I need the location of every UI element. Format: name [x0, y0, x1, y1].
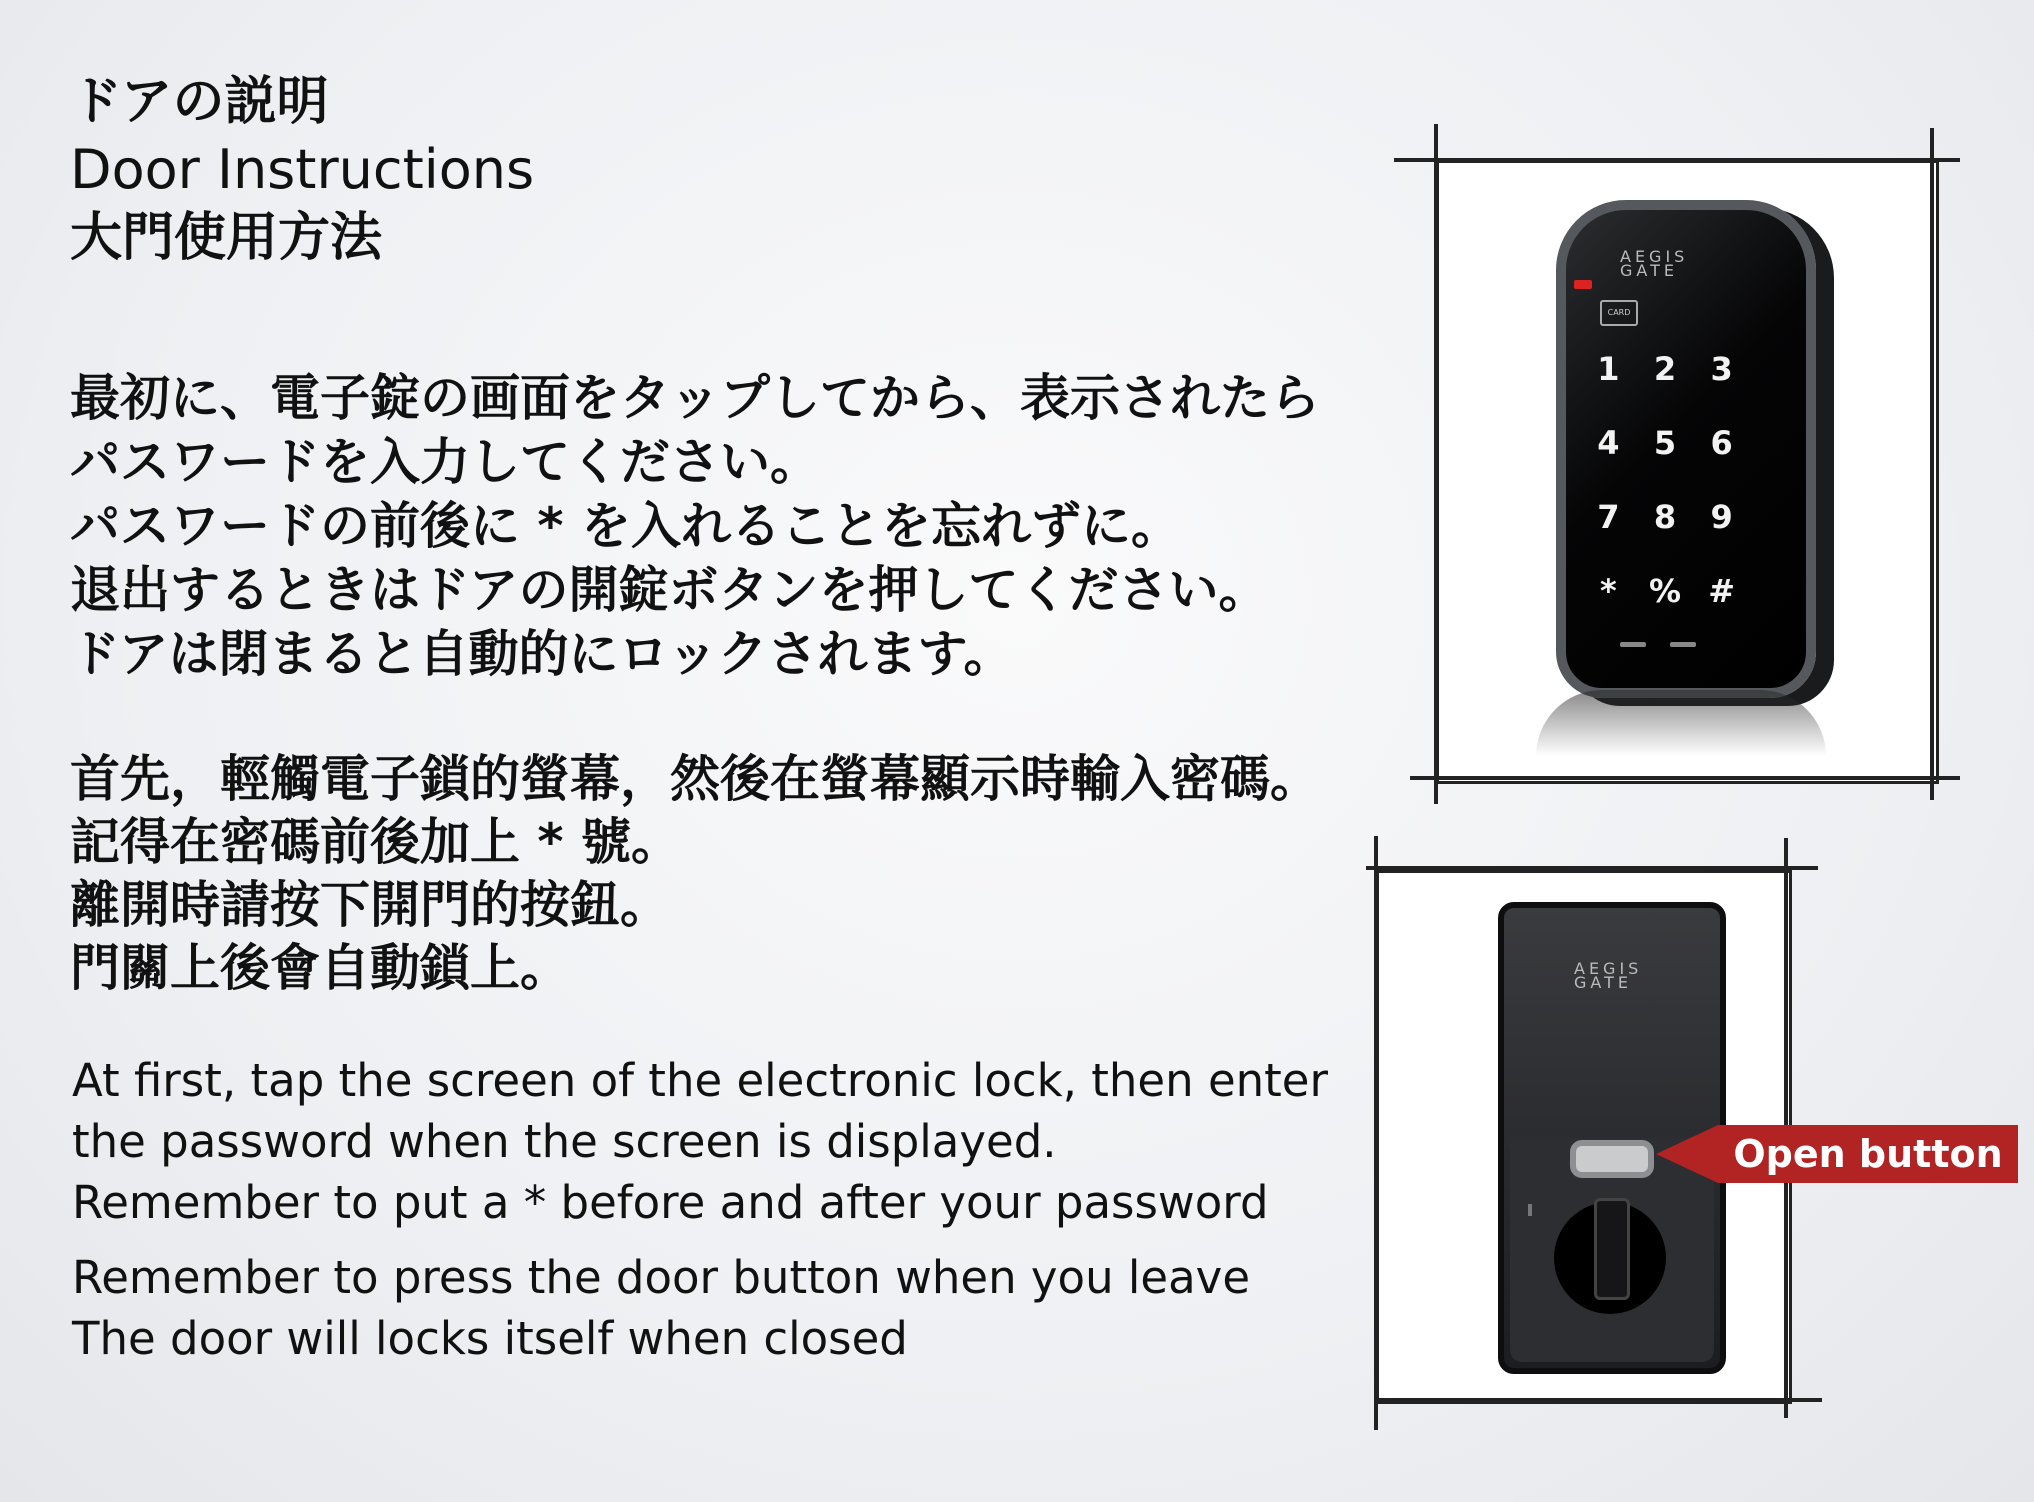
deadbolt-brand-logo: AEGIS GATE: [1574, 959, 1643, 992]
frame-line: [1410, 776, 1960, 780]
callout-arrow-icon: [1656, 1125, 1718, 1183]
ja-line: パスワードの前後に * を入れることを忘れずに。: [70, 497, 1181, 555]
title-zh: 大門使用方法: [70, 208, 383, 268]
thumb-turn-handle: [1594, 1198, 1630, 1300]
key-3: 3: [1710, 350, 1733, 388]
key-8: 8: [1653, 498, 1677, 536]
frame-line: [1376, 1398, 1822, 1402]
ja-line: 最初に、電子錠の画面をタップしてから、表示されたら: [70, 369, 1320, 427]
led-indicator-icon: [1574, 280, 1592, 289]
en-line: Remember to put a * before and after your password: [72, 1176, 1269, 1229]
zh-line: 首先，輕觸電子鎖的螢幕，然後在螢幕顯示時輸入密碼。: [70, 750, 1320, 808]
en-line: The door will locks itself when closed: [72, 1312, 908, 1365]
key-5: 5: [1653, 424, 1677, 462]
ja-line: 退出するときはドアの開錠ボタンを押してください。: [70, 561, 1269, 619]
keypad-brand-logo: AEGIS GATE: [1620, 247, 1689, 280]
title-block: [70, 68, 534, 272]
key-4: 4: [1597, 424, 1620, 462]
sensor-dot-icon: [1528, 1204, 1532, 1216]
slot-icon: [1670, 642, 1696, 647]
zh-line: 離開時請按下開門的按鈕。: [70, 876, 670, 934]
zh-line: 門關上後會自動鎖上。: [70, 939, 570, 997]
frame-line: [1366, 866, 1818, 870]
title-en: Door Instructions: [70, 138, 535, 201]
ja-line: パスワードを入力してください。: [70, 433, 820, 491]
frame-line: [1374, 836, 1378, 1430]
en-line: Remember to press the door button when you leave: [72, 1251, 1250, 1304]
slot-icon: [1620, 642, 1646, 647]
english-instructions: [72, 1050, 1328, 1369]
keypad-keys: [1580, 350, 1750, 610]
en-line: At first, tap the screen of the electronic lock, then enter: [72, 1054, 1328, 1107]
card-reader-icon: CARD: [1600, 300, 1638, 326]
keypad-lock-image: [1556, 200, 1816, 698]
key-7: 7: [1597, 498, 1620, 536]
key-star: *: [1599, 572, 1617, 610]
zh-line: 記得在密碼前後加上 * 號。: [70, 813, 681, 871]
title-ja: ドアの説明: [70, 72, 329, 132]
key-9: 9: [1710, 498, 1733, 536]
key-1: 1: [1597, 350, 1620, 388]
key-6: 6: [1710, 424, 1733, 462]
frame-line: [1930, 128, 1934, 800]
chinese-instructions: [70, 748, 1320, 1000]
keypad-reflection: [1536, 690, 1826, 756]
japanese-instructions: [70, 366, 1320, 686]
frame-line: [1394, 158, 1960, 162]
open-button-callout: Open button: [1718, 1125, 2018, 1183]
key-hash: #: [1708, 572, 1736, 610]
key-percent: %: [1648, 572, 1682, 610]
key-2: 2: [1653, 350, 1677, 388]
open-button-icon: [1570, 1140, 1654, 1178]
frame-line: [1434, 124, 1438, 804]
en-line: the password when the screen is displayed.: [72, 1115, 1057, 1168]
ja-line: ドアは閉まると自動的にロックされます。: [70, 625, 1014, 683]
